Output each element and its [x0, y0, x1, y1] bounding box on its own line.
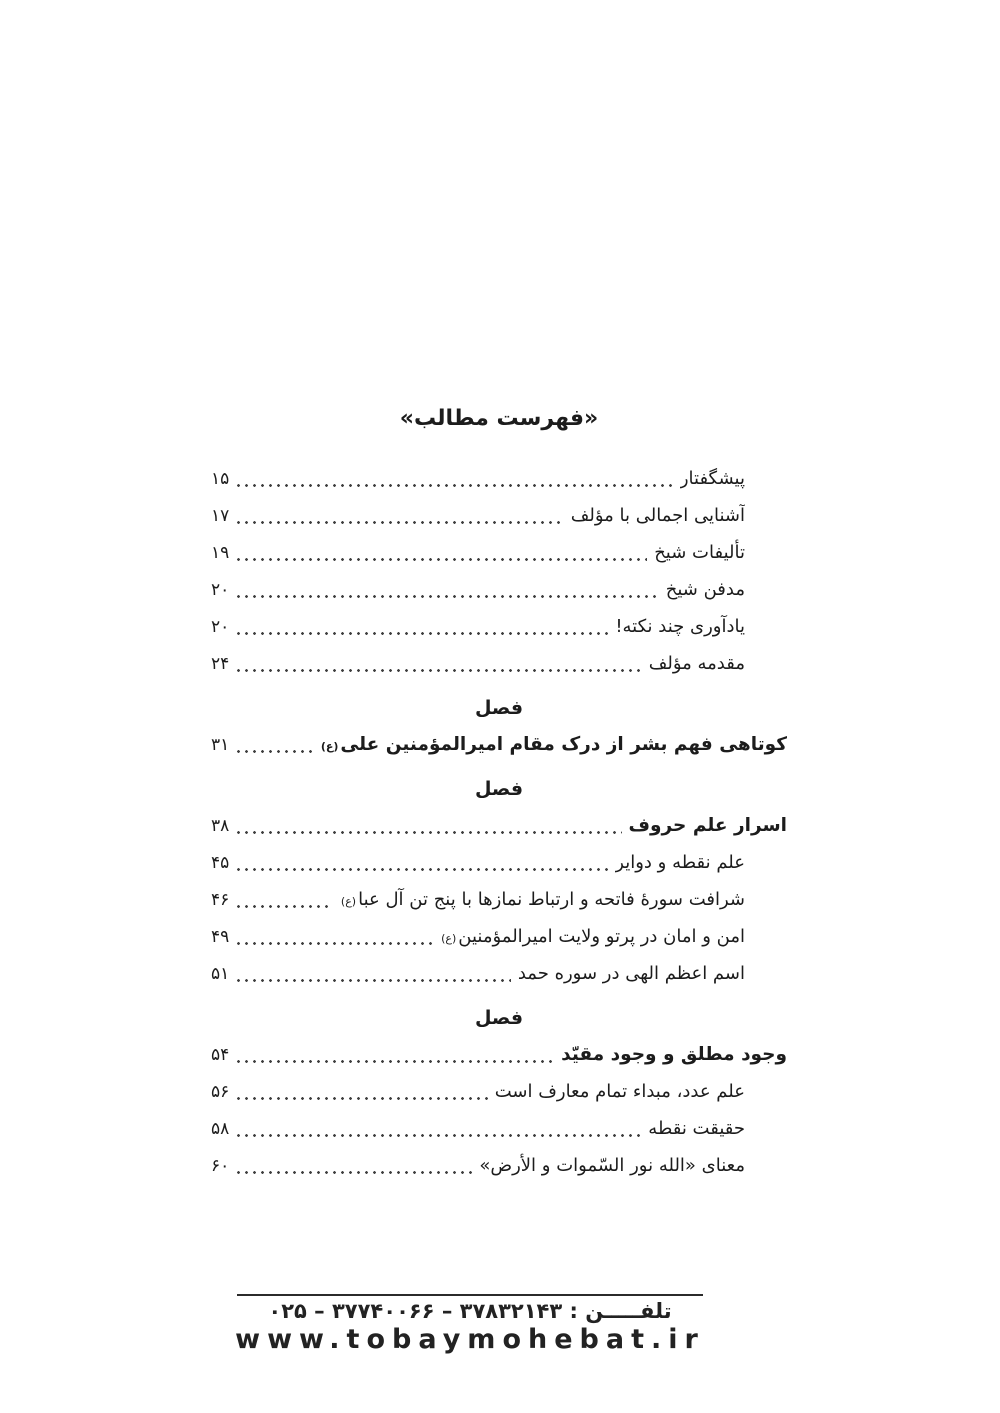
entry-title: تألیفات شیخ — [654, 542, 745, 563]
entry-page-number: ۴۹ — [211, 927, 230, 947]
dotted-leader — [236, 668, 641, 673]
toc-entry[interactable] — [211, 571, 787, 608]
dotted-leader — [236, 483, 673, 488]
toc-entry[interactable] — [211, 1073, 787, 1110]
entry-title: آشنایی اجمالی با مؤلف — [570, 505, 745, 526]
toc-entry[interactable] — [211, 844, 787, 881]
entry-page-number: ۲۰ — [211, 617, 230, 637]
entry-title: علم نقطه و دوایر — [615, 852, 745, 873]
entry-page-number: ۵۱ — [211, 964, 230, 984]
entry-title: وجود مطلق و وجود مقیّد — [561, 1044, 787, 1065]
entry-page-number: ۴۵ — [211, 853, 230, 873]
toc-entry[interactable] — [211, 534, 787, 571]
entry-page-number: ۵۶ — [211, 1082, 230, 1102]
entry-page-number: ۵۴ — [211, 1045, 230, 1065]
chapter-heading: فصل — [474, 1007, 524, 1029]
toc-entry[interactable] — [211, 918, 787, 955]
entry-page-number: ۱۷ — [211, 506, 230, 526]
honorific-symbol: (ع) — [441, 932, 457, 945]
entry-title: یادآوری چند نکته! — [615, 616, 745, 637]
chapter-heading: فصل — [474, 697, 524, 719]
toc-entry[interactable] — [211, 807, 787, 844]
phone-line: تلفـــــن : ۳۷۸۳۲۱۴۳ – ۳۷۷۴۰۰۶۶ – ۰۲۵ — [268, 1299, 672, 1323]
entry-page-number: ۳۸ — [211, 816, 230, 836]
entry-title: مقدمه مؤلف — [648, 653, 745, 674]
toc-entry[interactable] — [211, 955, 787, 992]
entry-page-number: ۶۰ — [211, 1156, 230, 1176]
toc-entry[interactable] — [211, 881, 787, 918]
page-title: «فهرست مطالب» — [399, 406, 599, 431]
entry-title: اسم اعظم الهی در سوره حمد — [517, 963, 745, 984]
entry-page-number: ۱۹ — [211, 543, 230, 563]
dotted-leader — [236, 904, 332, 909]
entry-page-number: ۴۶ — [211, 890, 230, 910]
toc-entry[interactable] — [211, 726, 787, 763]
entry-title: امن و امان در پرتو ولایت امیرالمؤمنین(ع) — [441, 926, 745, 947]
toc-entry[interactable] — [211, 1147, 787, 1184]
table-of-contents — [211, 404, 787, 1184]
dotted-leader — [236, 830, 621, 835]
entry-title: پیشگفتار — [679, 468, 745, 489]
dotted-leader — [236, 631, 608, 636]
chapter-heading: فصل — [474, 778, 524, 800]
toc-entry[interactable] — [211, 645, 787, 682]
entry-title: کوتاهی فهم بشر از درک مقام امیرالمؤمنین علی(ع) — [320, 734, 787, 755]
dotted-leader — [236, 941, 432, 946]
toc-entry[interactable] — [211, 608, 787, 645]
entry-page-number: ۱۵ — [211, 469, 230, 489]
dotted-leader — [236, 867, 608, 872]
dotted-leader — [236, 1096, 487, 1101]
entry-title: حقیقت نقطه — [648, 1118, 745, 1139]
toc-body — [211, 460, 787, 1184]
publisher-footer — [190, 1294, 750, 1355]
honorific-symbol: (ع) — [320, 740, 339, 753]
entry-title: علم عدد، مبداء تمام معارف است — [494, 1081, 745, 1102]
entry-title: شرافت سورهٔ فاتحه و ارتباط نمازها با پنج تن آل عبا(ع) — [340, 889, 745, 910]
dotted-leader — [236, 978, 511, 983]
entry-title: مدفن شیخ — [665, 579, 745, 600]
dotted-leader — [236, 1133, 641, 1138]
dotted-leader — [236, 749, 312, 754]
footer-divider — [237, 1294, 703, 1296]
dotted-leader — [236, 594, 658, 599]
dotted-leader — [236, 520, 564, 525]
dotted-leader — [236, 1170, 472, 1175]
entry-title: معنای «الله نور السّموات و الأرض» — [479, 1155, 745, 1176]
website-link[interactable]: www.tobaymohebat.ir — [235, 1324, 705, 1355]
entry-page-number: ۲۰ — [211, 580, 230, 600]
honorific-symbol: (ع) — [340, 895, 357, 908]
entry-page-number: ۲۴ — [211, 654, 230, 674]
dotted-leader — [236, 557, 647, 562]
entry-title: اسرار علم حروف — [628, 815, 787, 836]
toc-entry[interactable] — [211, 1036, 787, 1073]
toc-entry[interactable] — [211, 460, 787, 497]
toc-entry[interactable] — [211, 497, 787, 534]
dotted-leader — [236, 1059, 554, 1064]
entry-page-number: ۳۱ — [211, 735, 230, 755]
toc-entry[interactable] — [211, 1110, 787, 1147]
entry-page-number: ۵۸ — [211, 1119, 230, 1139]
